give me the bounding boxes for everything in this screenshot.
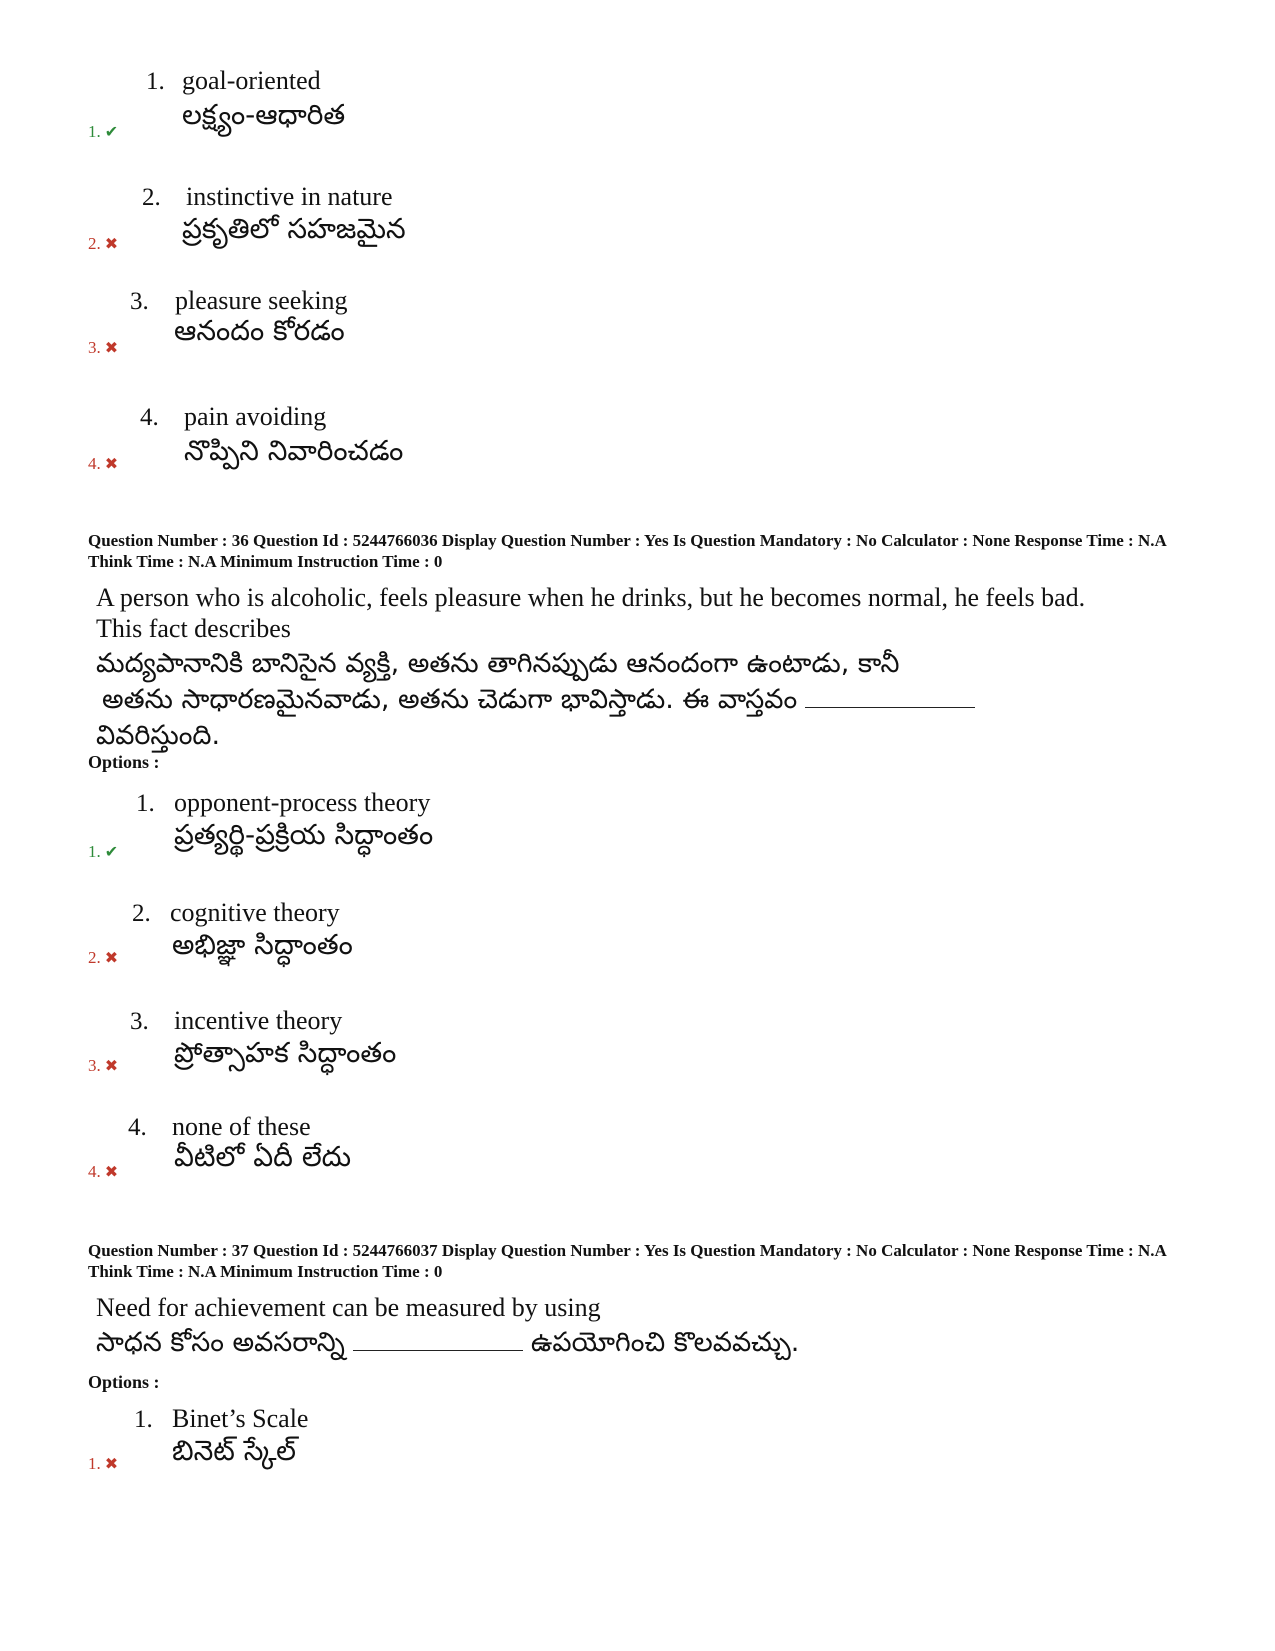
option-result-mark: 3. ✖: [88, 1056, 119, 1075]
question-text-en: Need for achievement can be measured by using: [96, 1293, 601, 1322]
option-number: 1.: [134, 1406, 153, 1433]
answer-blank: [353, 1328, 523, 1351]
cross-icon: ✖: [104, 950, 119, 967]
option-text-en: pain avoiding: [184, 402, 327, 431]
option-number: 4.: [140, 404, 159, 431]
option-text-te: బినెట్ స్కేల్: [172, 1434, 296, 1467]
option-result-mark: 4. ✖: [88, 454, 119, 473]
option-result-mark: 1. ✔: [88, 842, 119, 861]
option-text-te: ప్రోత్సాహక సిద్ధాంతం: [174, 1036, 397, 1069]
option-text-en: goal-oriented: [182, 66, 321, 95]
answer-blank: [805, 685, 975, 708]
cross-icon: ✖: [104, 456, 119, 473]
question-text-te-line: అతను సాధారణమైనవాడు, అతను చెడుగా భావిస్తాడు. ఈ వాస్తవం: [102, 682, 1096, 718]
option-text-te: అభిజ్ఞా సిద్ధాంతం: [172, 928, 353, 961]
option-number: 2.: [142, 184, 161, 211]
option-result-mark: 1. ✔: [88, 122, 119, 141]
option-number: 3.: [130, 288, 149, 315]
cross-icon: ✖: [104, 236, 119, 253]
option-text-te: లక్ష్యం-ఆధారిత: [182, 98, 346, 131]
option-text-te: ప్రత్యర్థి-ప్రక్రియ సిద్ధాంతం: [174, 818, 434, 851]
options-label: Options :: [88, 1372, 160, 1392]
option-text-te: ప్రకృతిలో సహజమైన: [182, 212, 406, 245]
question-text-te-line: మద్యపానానికి బానిసైన వ్యక్తి, అతను తాగినప్పుడు ఆనందంగా ఉంటాడు, కానీ: [96, 648, 900, 679]
question-text-en: A person who is alcoholic, feels pleasure when he drinks, but he becomes normal, he feels bad. This fact describes: [96, 583, 1086, 643]
option-text-en: pleasure seeking: [175, 286, 348, 315]
option-text-te: నొప్పిని నివారించడం: [184, 434, 404, 467]
question-meta: Question Number : 37 Question Id : 5244766037 Display Question Number : Yes Is Question Mandatory : No Calculator : None Response Time : N.A Think Time : N.A Minimum Instruction Time : 0: [88, 1241, 1166, 1281]
question-text-te-line: సాధన కోసం అవసరాన్ని ఉపయోగించి కొలవవచ్చు.: [96, 1327, 800, 1358]
question-meta: Question Number : 36 Question Id : 5244766036 Display Question Number : Yes Is Question Mandatory : No Calculator : None Response Time : N.A Think Time : N.A Minimum Instruction Time : 0: [88, 531, 1166, 571]
cross-icon: ✖: [104, 340, 119, 357]
option-number: 1.: [136, 790, 155, 817]
options-label: Options :: [88, 752, 160, 772]
question-text-te-line: వివరిస్తుంది.: [96, 720, 221, 751]
option-text-te: ఆనందం కోరడం: [174, 314, 345, 347]
cross-icon: ✖: [104, 1456, 119, 1473]
option-result-mark: 2. ✖: [88, 948, 119, 967]
option-text-te: వీటిలో ఏదీ లేదు: [174, 1140, 352, 1173]
option-text-en: incentive theory: [174, 1006, 343, 1035]
cross-icon: ✖: [104, 1058, 119, 1075]
option-number: 4.: [128, 1114, 147, 1141]
option-number: 3.: [130, 1008, 149, 1035]
option-result-mark: 3. ✖: [88, 338, 119, 357]
option-result-mark: 1. ✖: [88, 1454, 119, 1473]
check-icon: ✔: [104, 124, 119, 141]
option-text-en: none of these: [172, 1112, 311, 1141]
option-result-mark: 4. ✖: [88, 1162, 119, 1181]
question-text: [96, 582, 1096, 754]
option-number: 1.: [146, 68, 165, 95]
option-number: 2.: [132, 900, 151, 927]
option-text-en: Binet’s Scale: [172, 1404, 309, 1433]
check-icon: ✔: [104, 844, 119, 861]
option-text-en: opponent-process theory: [174, 788, 431, 817]
option-result-mark: 2. ✖: [88, 234, 119, 253]
cross-icon: ✖: [104, 1164, 119, 1181]
option-text-en: instinctive in nature: [186, 182, 393, 211]
option-text-en: cognitive theory: [170, 898, 340, 927]
question-text: [96, 1292, 1096, 1361]
